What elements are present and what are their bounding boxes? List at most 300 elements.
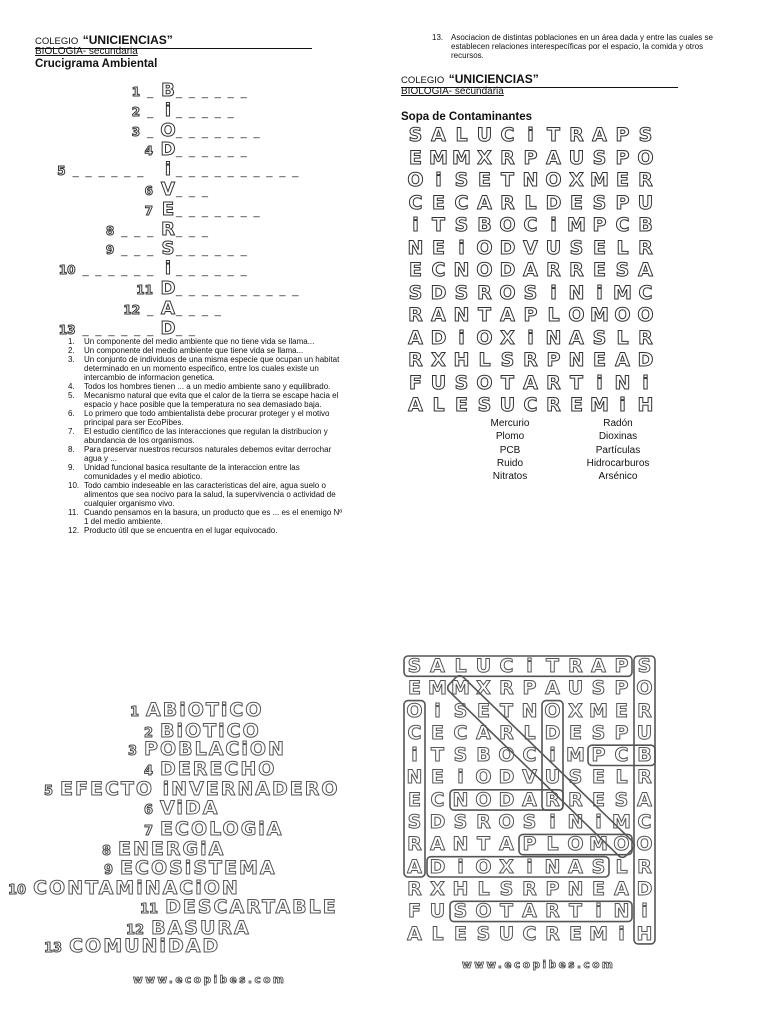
grid-letter: i	[549, 744, 556, 767]
crossword-row	[0, 298, 340, 318]
grid-letter: O	[567, 833, 584, 856]
school-prefix: COLEGIO	[401, 75, 445, 86]
grid-letter: T	[500, 699, 513, 722]
website-footer: www.ecopibes.com	[133, 974, 287, 986]
grid-letter: E	[592, 766, 605, 789]
grid-letter: i	[526, 655, 533, 677]
grid-letter: N	[567, 811, 584, 834]
grid-letter: A	[430, 655, 445, 677]
grid-letter: N	[453, 259, 470, 281]
grid-letter: U	[545, 236, 562, 259]
grid-letter: V	[522, 766, 537, 789]
answer-word: DESCARTABLE	[165, 896, 338, 918]
grid-letter: S	[592, 326, 607, 349]
clue-number: 1.	[68, 337, 75, 346]
crossword-row	[0, 159, 340, 179]
crossword-row	[0, 258, 340, 278]
crossword-blanks-after: __	[176, 324, 202, 337]
grid-letter: R	[408, 349, 423, 371]
grid-letter: A	[523, 259, 538, 281]
crossword-row-start	[0, 301, 160, 319]
crossword-blanks-before: ______	[82, 265, 160, 278]
answer-word: ENERGiA	[118, 838, 226, 860]
grid-letter: T	[478, 304, 491, 326]
crossword-row	[0, 80, 340, 100]
grid-letter: A	[430, 833, 445, 856]
crossword-key-letter: E	[161, 198, 175, 220]
grid-letter: P	[546, 349, 561, 371]
clue-text: Mecanismo natural que evita que el calor de la tierra se escape hacia el espacio y hace posible que la temperatura no sea demasiado baja.	[84, 391, 339, 409]
grid-letter: T	[547, 124, 560, 146]
grid-letter: X	[569, 169, 584, 191]
grid-letter: T	[501, 169, 514, 191]
answer-word: DERECHO	[160, 758, 277, 780]
crossword-blanks-before: _	[147, 106, 160, 119]
grid-letter: A	[431, 124, 446, 146]
grid-letter: L	[616, 236, 629, 259]
grid-letter: S	[408, 281, 423, 304]
clue-number: 10.	[68, 481, 80, 490]
grid-letter: N	[568, 349, 585, 371]
crossword-row	[0, 318, 340, 338]
grid-letter: N	[407, 236, 424, 259]
crossword-row-number: 4	[144, 144, 153, 159]
crossword-row-number: 5	[57, 164, 66, 179]
grid-letter: A	[615, 349, 630, 371]
grid-letter: M	[589, 699, 608, 722]
grid-letter: L	[524, 191, 537, 214]
grid-letter: R	[499, 677, 514, 700]
grid-letter: P	[592, 214, 607, 236]
crossword-key-letter: i	[164, 159, 172, 181]
grid-letter: R	[500, 146, 515, 169]
crossword-blanks-after: _____	[176, 106, 241, 119]
clue-item	[68, 481, 348, 508]
grid-letter: P	[523, 146, 538, 169]
answer-number: 8	[102, 844, 112, 859]
crossword-row-number: 12	[123, 302, 141, 317]
grid-letter: R	[476, 811, 491, 834]
grid-letter: O	[476, 259, 493, 281]
grid-letter: L	[477, 877, 490, 900]
grid-letter: N	[613, 900, 630, 923]
grid-letter: A	[545, 677, 560, 700]
grid-letter: M	[567, 214, 586, 236]
grid-letter: E	[408, 788, 421, 811]
grid-letter: B	[638, 214, 653, 236]
grid-letter: S	[591, 721, 606, 744]
grid-letter: R	[522, 877, 537, 900]
grid-letter: D	[499, 259, 516, 281]
clue-text: Un conjunto de individuos de una misma especie que ocupan un habitat determinado en un momento especifico, entre los cuales existe un intercambio de informacion genetica.	[84, 355, 340, 382]
crossword-row-number: 11	[136, 282, 153, 297]
crossword-row-start	[0, 142, 160, 160]
grid-letter: i	[618, 922, 625, 945]
grid-letter: P	[615, 191, 630, 214]
grid-letter: T	[501, 371, 514, 394]
grid-letter: L	[616, 326, 629, 349]
crossword-row-start	[0, 261, 160, 279]
crossword-row-number: 10	[58, 263, 76, 278]
grid-letter: E	[432, 191, 445, 214]
grid-letter: D	[545, 191, 562, 214]
grid-letter: O	[407, 169, 424, 191]
grid-letter: i	[458, 326, 465, 349]
grid-letter: B	[477, 214, 492, 236]
crossword-blanks-before: ______	[72, 166, 160, 179]
answer-line	[144, 818, 284, 840]
grid-letter: E	[409, 146, 422, 169]
crossword-key-letter: O	[160, 119, 176, 141]
grid-letter: E	[431, 721, 444, 744]
grid-letter: S	[523, 281, 538, 304]
grid-letter: E	[593, 259, 606, 281]
word-list-item: Nitratos	[492, 471, 528, 483]
grid-letter: S	[569, 236, 584, 259]
crossword-row-start	[0, 123, 160, 141]
grid-letter: C	[614, 744, 629, 767]
grid-letter: D	[498, 788, 515, 811]
answer-number: 2	[144, 726, 154, 741]
grid-letter: N	[452, 833, 469, 856]
grid-letter: O	[406, 699, 423, 722]
word-list-item: Partículas	[595, 444, 641, 456]
clue-item	[68, 337, 348, 346]
crossword-row-number: 6	[144, 183, 153, 198]
grid-letter: C	[522, 922, 537, 945]
grid-letter: R	[546, 371, 561, 394]
grid-letter: D	[637, 349, 654, 371]
answer-number: 9	[104, 863, 114, 878]
crossword-row	[0, 199, 340, 219]
clue-text: Cuando pensamos en la basura, un producto que es ... es el enemigo Nº 1 del medio ambiente.	[84, 508, 343, 526]
grid-letter: D	[429, 855, 446, 878]
grid-letter: T	[546, 655, 559, 677]
grid-letter: C	[500, 124, 515, 146]
clue-item	[68, 346, 348, 355]
grid-letter: S	[591, 855, 606, 878]
grid-letter: S	[454, 169, 469, 191]
clue-text: Un componente del medio ambiente que no tiene vida se llama...	[84, 337, 315, 346]
crossword-blanks-after: ______	[176, 265, 254, 278]
grid-letter: R	[568, 788, 583, 811]
crossword-row-number: 2	[131, 104, 141, 119]
clue-text: Un componente del medio ambiente que tiene vida se llama...	[84, 346, 304, 355]
grid-letter: S	[453, 744, 468, 767]
grid-letter: i	[411, 744, 418, 767]
grid-letter: C	[522, 744, 537, 767]
grid-letter: M	[590, 304, 609, 326]
grid-letter: P	[522, 677, 537, 700]
grid-letter: N	[567, 877, 584, 900]
grid-letter: U	[430, 371, 447, 394]
answer-line	[144, 797, 219, 819]
clue-number: 6.	[68, 409, 75, 418]
grid-letter: S	[499, 877, 514, 900]
answer-word: ABiOTiCO	[146, 699, 264, 721]
clue-item	[68, 445, 348, 463]
grid-letter: E	[593, 349, 606, 371]
grid-letter: i	[550, 214, 557, 236]
grid-letter: T	[569, 900, 582, 923]
grid-letter: R	[637, 699, 652, 722]
crossword-key-letter: V	[161, 178, 175, 200]
grid-letter: i	[595, 900, 602, 923]
crossword-blanks-after: _______	[176, 126, 267, 139]
answer-word: ECOLOGiA	[160, 818, 284, 840]
grid-letter: A	[592, 124, 607, 146]
grid-letter: R	[638, 236, 653, 259]
grid-letter: E	[454, 922, 467, 945]
grid-letter: R	[638, 326, 653, 349]
crossword-row	[0, 120, 340, 140]
grid-letter: R	[407, 877, 422, 900]
grid-letter: R	[637, 855, 652, 878]
grid-letter: i	[642, 371, 649, 394]
grid-letter: D	[429, 811, 446, 834]
grid-letter: i	[527, 124, 534, 146]
grid-letter: D	[499, 236, 516, 259]
crossword-blanks-after: __________	[176, 166, 306, 179]
grid-letter: N	[521, 699, 538, 722]
clue-item-13	[432, 33, 717, 60]
grid-letter: O	[568, 304, 585, 326]
clue-text: Asociacion de distintas poblaciones en un área dada y entre las cuales se establecen relaciones interespecíficas por el espacio, la comida y otros recursos.	[451, 33, 713, 60]
grid-letter: C	[523, 214, 538, 236]
crossword-key-letter: S	[161, 238, 175, 260]
crossword-blanks-before: ______	[82, 324, 160, 337]
grid-letter: R	[545, 900, 560, 923]
grid-letter: D	[498, 766, 515, 789]
grid-letter: U	[636, 721, 653, 744]
grid-letter: O	[636, 833, 653, 856]
grid-letter: O	[475, 788, 492, 811]
grid-letter: O	[614, 304, 631, 326]
answer-number: 10	[8, 883, 27, 898]
grid-letter: H	[453, 349, 470, 371]
crossword-row	[0, 278, 340, 298]
grid-letter: i	[435, 169, 442, 191]
grid-letter: A	[408, 394, 423, 416]
grid-letter: C	[454, 191, 469, 214]
grid-letter: i	[641, 900, 648, 923]
grid-letter: U	[567, 677, 584, 700]
clue-number: 8.	[68, 445, 75, 454]
answer-number: 13	[44, 941, 63, 956]
grid-letter: O	[498, 744, 515, 767]
grid-letter: A	[499, 833, 514, 856]
grid-letter: i	[549, 811, 556, 834]
crossword-blanks-before: _	[147, 126, 160, 139]
grid-letter: O	[637, 146, 654, 169]
grid-letter: R	[477, 281, 492, 304]
grid-letter: A	[476, 721, 491, 744]
grid-letter: O	[475, 766, 492, 789]
crossword-key-letter: D	[160, 277, 176, 299]
answer-number: 12	[126, 923, 145, 938]
crossword-row-number: 3	[131, 124, 141, 139]
clue-number: 12.	[68, 526, 80, 535]
answer-line	[130, 699, 263, 721]
grid-letter: A	[591, 655, 606, 677]
wordsearch-word-list	[460, 417, 676, 483]
answer-number: 7	[144, 824, 154, 839]
grid-letter: E	[570, 191, 583, 214]
crossword-blanks-before: ___	[121, 225, 160, 238]
grid-letter: S	[637, 655, 652, 677]
grid-letter: N	[452, 788, 469, 811]
grid-letter: C	[638, 281, 653, 304]
grid-letter: L	[615, 855, 628, 878]
crossword-blanks-after: ______	[176, 87, 254, 99]
crossword-row-number: 7	[144, 203, 153, 218]
grid-letter: S	[476, 922, 491, 945]
clue-number: 2.	[68, 346, 75, 355]
grid-letter: i	[527, 326, 534, 349]
grid-letter: S	[454, 281, 469, 304]
answer-word: COMUNiDAD	[69, 935, 221, 957]
clue-number: 11.	[68, 508, 79, 517]
crossword-key-letter: B	[161, 80, 175, 101]
grid-letter: A	[500, 304, 515, 326]
grid-letter: B	[637, 744, 652, 767]
grid-letter: A	[431, 304, 446, 326]
grid-letter: S	[477, 394, 492, 416]
grid-letter: S	[454, 371, 469, 394]
crossword-row-number: 13	[58, 322, 76, 337]
crossword-blanks-after: ___	[176, 185, 215, 198]
grid-letter: R	[545, 788, 560, 811]
grid-letter: M	[566, 744, 585, 767]
grid-letter: C	[637, 811, 652, 834]
grid-letter: F	[409, 371, 422, 394]
grid-letter: M	[590, 169, 609, 191]
crossword-blanks-before: _	[147, 304, 160, 317]
grid-letter: S	[615, 259, 630, 281]
grid-letter: M	[589, 922, 608, 945]
grid-letter: P	[614, 655, 629, 677]
grid-letter: H	[637, 394, 654, 416]
grid-letter: V	[523, 236, 538, 259]
grid-letter: E	[569, 721, 582, 744]
clue-item	[68, 526, 348, 535]
wordsearch-title: Sopa de Contaminantes	[401, 111, 532, 123]
clue-text: Unidad funcional basica resultante de la interaccion entre las comunidades y el medio abiotico.	[84, 463, 300, 481]
grid-letter: C	[523, 394, 538, 416]
crossword-row	[0, 139, 340, 159]
grid-letter: U	[499, 394, 516, 416]
clue-number: 5.	[68, 391, 75, 400]
grid-letter: S	[500, 349, 515, 371]
grid-letter: P	[523, 304, 538, 326]
grid-letter: U	[544, 766, 561, 789]
crossword-row-start	[0, 281, 160, 299]
grid-letter: O	[475, 855, 492, 878]
answer-line	[128, 738, 286, 760]
grid-letter: X	[500, 326, 515, 349]
crossword-row-start	[0, 162, 160, 180]
grid-letter: O	[476, 236, 493, 259]
crossword-row-number: 8	[105, 223, 115, 238]
grid-letter: M	[613, 281, 632, 304]
subject-line: BIOLOGIA- secundaria	[401, 86, 504, 97]
grid-letter: O	[476, 371, 493, 394]
grid-letter: A	[522, 900, 537, 923]
wordsearch-grid	[404, 124, 657, 417]
grid-letter: E	[569, 922, 582, 945]
school-prefix: COLEGIO	[35, 36, 79, 47]
grid-letter: A	[477, 191, 492, 214]
answer-line	[44, 935, 220, 957]
wordsearch-solution-grid	[403, 655, 656, 945]
grid-letter: R	[637, 766, 652, 789]
crossword-row	[0, 219, 340, 239]
answer-number: 1	[130, 705, 140, 720]
grid-letter: S	[522, 811, 537, 834]
grid-letter: N	[453, 304, 470, 326]
grid-letter: L	[546, 833, 559, 856]
grid-letter: E	[431, 766, 444, 789]
grid-letter: R	[569, 124, 584, 146]
grid-letter: S	[453, 699, 468, 722]
grid-letter: N	[614, 371, 631, 394]
grid-letter: E	[409, 259, 422, 281]
grid-letter: i	[619, 394, 626, 416]
grid-letter: i	[596, 281, 603, 304]
grid-letter: N	[522, 169, 539, 191]
clue-item	[68, 427, 348, 445]
grid-letter: E	[615, 699, 628, 722]
clue-item	[68, 463, 348, 481]
grid-letter: R	[499, 721, 514, 744]
grid-letter: R	[569, 259, 584, 281]
grid-letter: A	[546, 146, 561, 169]
grid-letter: P	[615, 124, 630, 146]
grid-letter: i	[457, 766, 464, 789]
crossword-clue-list	[68, 337, 348, 535]
grid-letter: L	[615, 766, 628, 789]
grid-letter: C	[431, 259, 446, 281]
grid-letter: L	[454, 655, 467, 677]
grid-letter: R	[408, 304, 423, 326]
grid-letter: S	[568, 766, 583, 789]
grid-letter: X	[499, 855, 514, 878]
crossword-blanks-after: ______	[176, 146, 254, 159]
grid-letter: i	[434, 699, 441, 722]
answer-number: 3	[128, 744, 138, 759]
clue-text: El estudio científico de las interacciones que regulan la distribucion y abundancia de los organismos.	[84, 427, 328, 445]
grid-letter: E	[592, 877, 605, 900]
school-name: “UNICIENCIAS”	[448, 72, 539, 86]
crossword-row-start	[0, 222, 160, 240]
grid-letter: S	[453, 811, 468, 834]
grid-letter: M	[612, 811, 631, 834]
answer-word: BASURA	[151, 917, 251, 939]
grid-letter: C	[408, 191, 423, 214]
grid-letter: i	[458, 236, 465, 259]
grid-letter: X	[568, 699, 583, 722]
grid-letter: P	[591, 744, 606, 767]
grid-letter: M	[429, 146, 448, 169]
grid-letter: i	[595, 811, 602, 834]
grid-letter: R	[407, 833, 422, 856]
grid-letter: O	[636, 677, 653, 700]
grid-letter: E	[616, 169, 629, 191]
grid-letter: U	[568, 146, 585, 169]
grid-letter: S	[408, 124, 423, 146]
crossword-row-start	[0, 241, 160, 259]
word-list-item: Ruido	[496, 457, 524, 469]
